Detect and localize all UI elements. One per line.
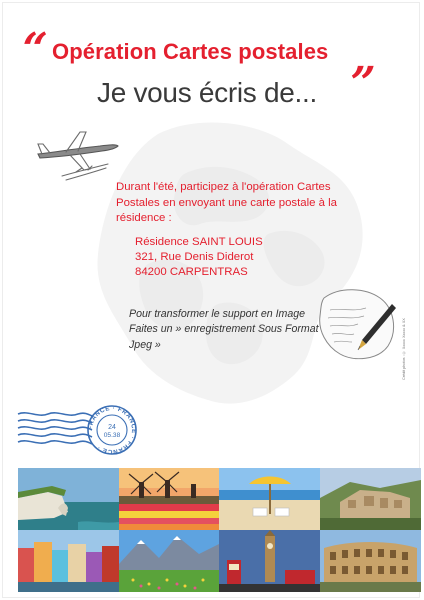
photo-mountain-meadow — [119, 530, 219, 592]
stamp-day: 24 — [108, 424, 116, 431]
opening-quote-mark: “ — [14, 24, 51, 75]
postmark-icon — [16, 404, 144, 456]
photo-beach-umbrella — [219, 468, 320, 530]
photo-hill-village — [320, 468, 421, 530]
stamp-date: 05.38 — [103, 432, 121, 439]
jpeg-instruction-note: Pour transformer le support en Image Faites un » enregistrement Sous Format Jpeg » — [129, 308, 319, 351]
poster-subtitle: Je vous écris de... — [97, 77, 317, 108]
stamp-ring-text: FRANCE · FRANCE · FRANCE · — [86, 404, 138, 456]
photo-colosseum — [320, 530, 421, 592]
photo-tulips-windmills — [119, 468, 219, 530]
closing-quote-mark: ” — [342, 58, 379, 109]
pen-letter-icon — [318, 284, 400, 362]
photo-credit: Crédit photos : © Xxxxx Xxxxx & XX — [402, 318, 406, 380]
travel-photo-grid — [18, 468, 421, 592]
residence-address — [135, 235, 263, 280]
photo-london-bigben — [219, 530, 320, 592]
address-line-city: 84200 CARPENTRAS — [135, 266, 248, 278]
address-line-street: 321, Rue Denis Diderot — [135, 251, 254, 263]
intro-text: Durant l'été, participez à l'opération Cartes Postales en envoyant une carte postale à la résidence : — [116, 181, 337, 225]
address-line-name: Résidence SAINT LOUIS — [135, 236, 263, 248]
photo-colorful-houses — [18, 530, 119, 592]
photo-cliffs-coast — [18, 468, 119, 530]
poster-title: Opération Cartes postales — [52, 39, 329, 64]
airplane-icon — [36, 124, 120, 186]
